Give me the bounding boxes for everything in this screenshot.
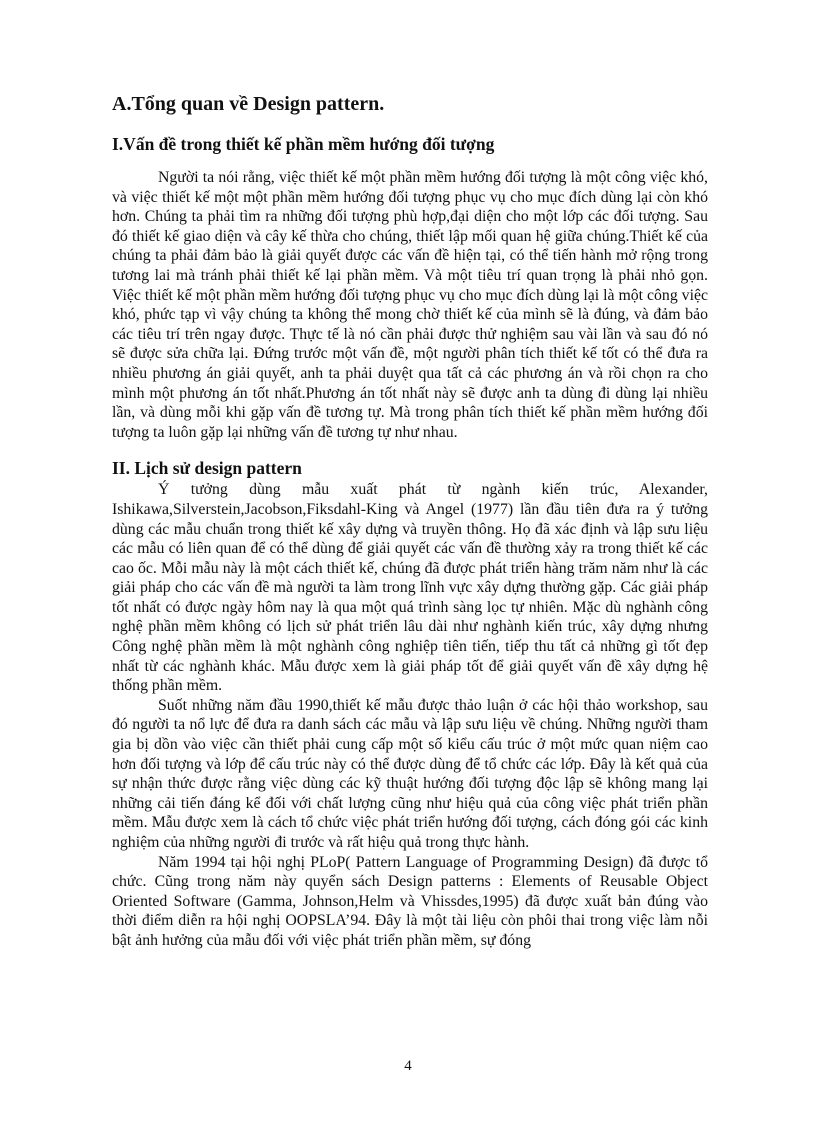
section-heading-problems: I.Vấn đề trong thiết kế phần mềm hướng đối tượng bbox=[112, 134, 495, 154]
paragraph: Người ta nói rằng, việc thiết kế một phần mềm hướng đối tượng là một công việc khó, và việc thiết kế một một phần mềm hướng đối tượng phục vụ cho mục đích dùng lại còn khó hơn. Chúng ta phải tìm ra những đối tượng phù hợp,đại diện cho một lớp các đối tượng. Sau đó thiết kế giao diện và cây kế thừa cho chúng, thiết lập mối quan hệ giữa chúng.Thiết kế của chúng ta phải đảm bảo là giải quyết được các vấn đề hiện tại, có thể tiến hành mở rộng trong tương lai mà tránh phải thiết kế lại phần mềm. Và một tiêu trí quan trọng là phải nhỏ gọn. Việc thiết kế một phần mềm hướng đối tượng phục vụ cho mục đích dùng lại là một công việc khó, phức tạp vì vậy chúng ta không thể mong chờ thiết kế của mình sẽ là đúng, và đảm bảo các tiêu trí trên ngay được. Thực tế là nó cần phải được thử nghiệm sau vài lần và sau đó nó sẽ được sửa chữa lại. Đứng trước một vấn đề, một người phân tích thiết kế tốt có thể đưa ra nhiều phương án giải quyết, anh ta phải duyệt qua tất cả các phương án và rồi chọn ra cho mình một phương án tốt nhất.Phương án tốt nhất này sẽ được anh ta dùng đi dùng lại nhiều lần, và dùng mỗi khi gặp vấn đề tương tự. Mà trong phân tích thiết kế phần mềm hướng đối tượng ta luôn gặp lại những vấn đề tương tự như nhau. bbox=[112, 169, 708, 441]
paragraph: Năm 1994 tại hội nghị PLoP( Pattern Language of Programming Design) đã được tổ chức. Cũng trong năm này quyển sách Design patterns : Elements of Reusable Object Oriented Software (Gamma, Johnson,Helm và Vhissdes,1995) đã được xuất bản đúng vào thời điểm diễn ra hội nghị OOPSLA’94. Đây là một tài liệu còn phôi thai trong việc làm nỗi bật ảnh hưởng của mẫu đối với việc phát triển phần mềm, sự đóng bbox=[112, 853, 708, 949]
page-content bbox=[112, 90, 708, 951]
paragraph: Suốt những năm đầu 1990,thiết kế mẫu được thảo luận ở các hội thảo workshop, sau đó người ta nổ lực để đưa ra danh sách các mẫu và lập sưu liệu về chúng. Những người tham gia bị dồn vào việc cần thiết phải cung cấp một số kiểu cấu trúc ở một mức quan niệm cao hơn đối tượng và lớp để cấu trúc này có thể được dùng để tổ chức các lớp. Đây là kết quả của sự nhận thức được rằng việc dùng các kỹ thuật hướng đối tượng độc lập sẽ không mang lại những cải tiến đáng kể đối với chất lượng cũng như hiệu quả của công việc phát triển phần mềm. Mẫu được xem là cách tổ chức việc phát triển hướng đối tượng, cách đóng gói các kinh nghiệm của những người đi trước và rất hiệu quả trong thực hành. bbox=[112, 696, 708, 851]
page-number: 4 bbox=[404, 1058, 412, 1074]
paragraph: Ý tưởng dùng mẫu xuất phát từ ngành kiến trúc, Alexander, Ishikawa,Silverstein,Jacobson,Fiksdahl-King và Angel (1977) lần đầu tiên đưa ra ý tưởng dùng các mẫu chuẩn trong thiết kế xây dựng và truyền thông. Họ đã xác định và lập sưu liệu các mẫu có liên quan để có thể dùng để giải quyết các vấn đề thường xảy ra trong thiết kế các cao ốc. Mỗi mẫu này là một cách thiết kế, chúng đã được phát triển hàng trăm năm như là các giải pháp cho các vấn đề mà người ta làm trong lĩnh vực xây dựng thường gặp. Các giải pháp tốt nhất có được ngày hôm nay là qua một quá trình sàng lọc tự nhiên. Mặc dù nghành công nghệ phần mềm không có lịch sử phát triển lâu dài như nghành kiến trúc, xây dựng nhưng Công nghệ phần mềm là một nghành công nghiệp tiên tiến, tiếp thu tất cả những gì tốt đẹp nhất từ các nghành khác. Mẫu được xem là giải pháp tốt để giải quyết vấn đề xây dựng hệ thống phần mềm. bbox=[112, 481, 708, 695]
section-heading-history: II. Lịch sử design pattern bbox=[112, 458, 302, 479]
document-title: A.Tổng quan về Design pattern. bbox=[112, 93, 385, 115]
